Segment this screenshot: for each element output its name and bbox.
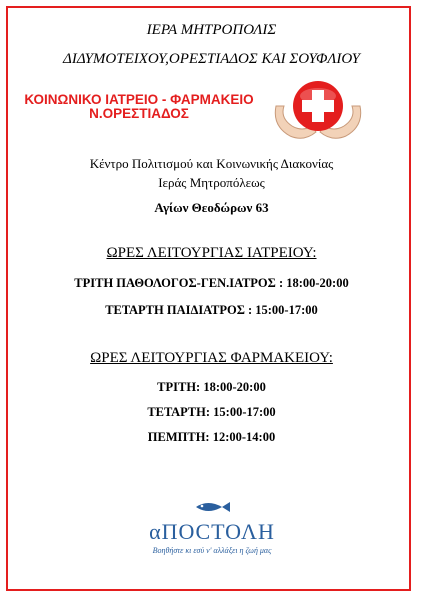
clinic-hours-row: ΤΡΙΤΗ ΠΑΘΟΛΟΓΟΣ-ΓΕΝ.ΙΑΤΡΟΣ : 18:00-20:00 [74,276,349,290]
address-street: Αγίων Θεοδώρων 63 [154,200,269,215]
address-line-2: Ιεράς Μητροπόλεως [158,175,265,190]
apostoli-logo-slogan: Βοηθήστε κι εσύ ν' αλλάξει η ζωή μας [152,546,272,555]
header-subtitle: ΔΙΔΥΜΟΤΕΙΧΟΥ,ΟΡΕΣΤΙΑΔΟΣ ΚΑΙ ΣΟΥΦΛΙΟΥ [63,51,360,67]
pharmacy-hours-row: ΤΕΤΑΡΤΗ: 15:00-17:00 [147,405,276,419]
header-title: ΙΕΡΑ ΜΗΤΡΟΠΟΛΙΣ [146,22,277,38]
pharmacy-hours-row: ΠΕΜΠΤΗ: 12:00-14:00 [147,430,276,444]
apostoli-logo [122,495,302,565]
clinic-hours-heading: ΩΡΕΣ ΛΕΙΤΟΥΡΓΙΑΣ ΙΑΤΡΕΙΟΥ: [106,245,317,261]
apostoli-logo-text: αΠΟCΤΟΛΗ [149,519,275,544]
medical-cross-hands-icon [268,76,368,144]
clinic-hours-row: ΤΕΤΑΡΤΗ ΠΑΙΔΙΑΤΡΟΣ : 15:00-17:00 [105,303,318,317]
address-line-1: Κέντρο Πολιτισμού και Κοινωνικής Διακονίας [89,156,334,171]
clinic-name: ΚΟΙΝΩΝΙΚΟ ΙΑΤΡΕΙΟ - ΦΑΡΜΑΚΕΙΟ [24,92,254,107]
pharmacy-hours-row: ΤΡΙΤΗ: 18:00-20:00 [157,380,266,394]
clinic-location: Ν.ΟΡΕΣΤΙΑΔΟΣ [89,106,189,121]
pharmacy-hours-heading: ΩΡΕΣ ΛΕΙΤΟΥΡΓΙΑΣ ΦΑΡΜΑΚΕΙΟΥ: [90,350,333,366]
